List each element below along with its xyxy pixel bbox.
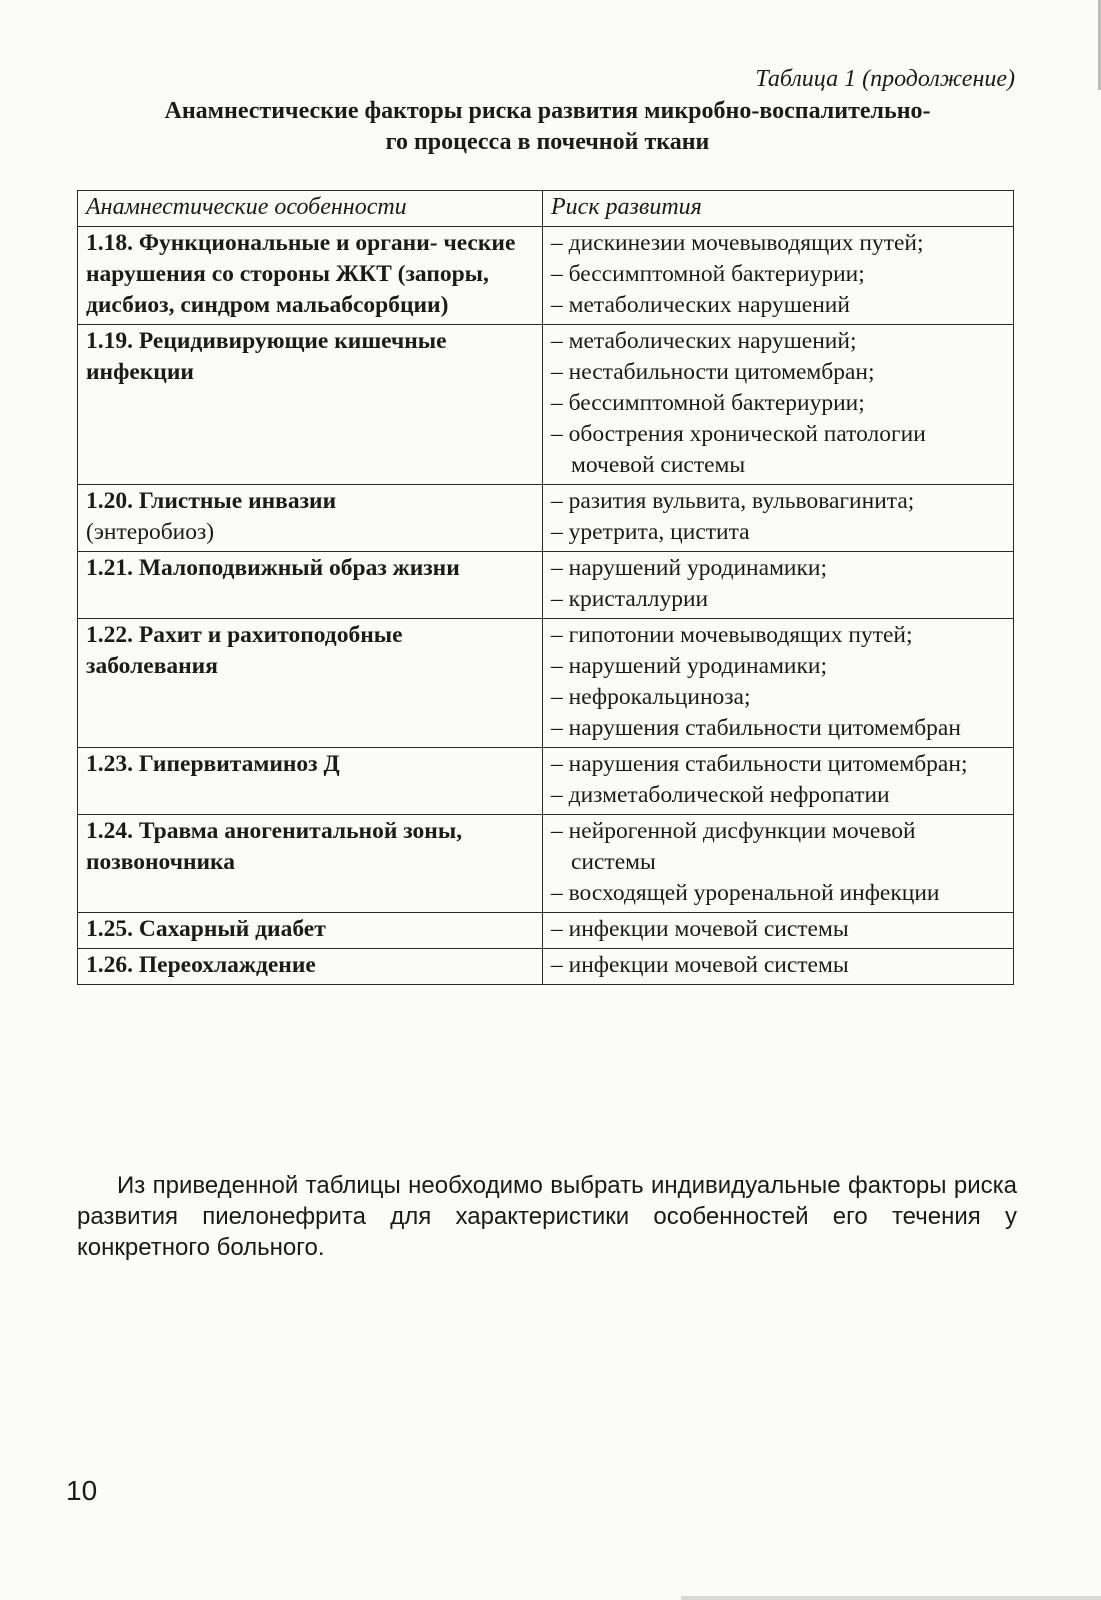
risk-item: – нейрогенной дисфункции мочевой системы (551, 816, 1005, 878)
risk-list (551, 950, 1005, 981)
factor-title (86, 818, 462, 875)
factor-cell (78, 815, 543, 913)
risk-cell (543, 748, 1014, 815)
risk-item: – нарушений уродинамики; (551, 651, 1005, 682)
factor-name: Малоподвижный образ жизни (138, 555, 460, 581)
risk-factors-table (77, 190, 1014, 985)
factor-number: 1.21. (86, 555, 133, 581)
table-row (78, 748, 1014, 815)
risk-list (551, 816, 1005, 909)
risk-item: – бессимптомной бактериурии; (551, 388, 1005, 419)
table-row (78, 227, 1014, 325)
risk-item: – уретрита, цистита (551, 517, 1005, 548)
factor-detail: (энтеробиоз) (86, 519, 215, 545)
risk-item: – бессимптомной бактериурии; (551, 259, 1005, 290)
table-title (80, 96, 1015, 158)
table-row (78, 485, 1014, 552)
table-title-line-2: го процесса в почечной ткани (385, 129, 710, 155)
risk-item: – нарушения стабильности цитомембран; (551, 749, 1005, 780)
risk-item: – обострения хронической патологии мочевой системы (551, 419, 1005, 481)
table-row (78, 325, 1014, 485)
risk-list (551, 326, 1005, 481)
risk-item: – дизметаболической нефропатии (551, 780, 1005, 811)
risk-list (551, 749, 1005, 811)
risk-cell (543, 619, 1014, 748)
risk-item: – метаболических нарушений; (551, 326, 1005, 357)
factor-name: Переохлаждение (138, 952, 316, 978)
factor-number: 1.20. (86, 488, 133, 514)
factor-name: Функциональные и органи- ческие нарушения со стороны ЖКТ (запоры, дисбиоз, синдром мальабсорбции) (86, 230, 516, 318)
column-header-features: Анамнестические особенности (78, 191, 543, 227)
table-row (78, 619, 1014, 748)
scan-edge-shadow-bottom (681, 1596, 1101, 1600)
factor-number: 1.26. (86, 952, 133, 978)
factor-title (86, 622, 403, 679)
page-number: 10 (66, 1475, 98, 1506)
risk-item: – нарушения стабильности цитомембран (551, 713, 1005, 744)
risk-list (551, 228, 1005, 321)
factor-cell (78, 748, 543, 815)
risk-list (551, 553, 1005, 615)
risk-cell (543, 325, 1014, 485)
risk-item: – нестабильности цитомембран; (551, 357, 1005, 388)
table-row (78, 815, 1014, 913)
table-title-line-1: Анамнестические факторы риска развития микробно-воспалительно- (164, 98, 931, 124)
table-row (78, 913, 1014, 949)
risk-list (551, 620, 1005, 744)
factor-title (86, 230, 515, 318)
factor-name: Травма аногенитальной зоны, позвоночника (86, 818, 463, 875)
risk-item: – нефрокальциноза; (551, 682, 1005, 713)
table-row (78, 949, 1014, 985)
risk-list (551, 486, 1005, 548)
factor-cell (78, 552, 543, 619)
factor-title (86, 488, 336, 514)
risk-list (551, 914, 1005, 945)
risk-cell (543, 227, 1014, 325)
factor-number: 1.23. (86, 751, 133, 777)
risk-cell (543, 815, 1014, 913)
factor-number: 1.25. (86, 916, 133, 942)
table-header-row (78, 191, 1014, 227)
factor-cell (78, 913, 543, 949)
factor-cell (78, 325, 543, 485)
risk-cell (543, 552, 1014, 619)
risk-cell (543, 485, 1014, 552)
factor-name: Глистные инвазии (138, 488, 337, 514)
factor-name: Рецидивирующие кишечные инфекции (86, 328, 447, 385)
risk-item: – инфекции мочевой системы (551, 950, 1005, 981)
factor-number: 1.18. (86, 230, 133, 256)
risk-cell (543, 949, 1014, 985)
factor-name: Рахит и рахитоподобные заболевания (86, 622, 403, 679)
column-header-risk: Риск развития (543, 191, 1014, 227)
risk-cell (543, 913, 1014, 949)
risk-item: – кристаллурии (551, 584, 1005, 615)
risk-item: – восходящей уроренальной инфекции (551, 878, 1005, 909)
factor-title (86, 328, 447, 385)
factor-name: Сахарный диабет (138, 916, 326, 942)
factor-title (86, 916, 326, 942)
risk-item: – дискинезии мочевыводящих путей; (551, 228, 1005, 259)
factor-cell (78, 949, 543, 985)
risk-item: – разития вульвита, вульвовагинита; (551, 486, 1005, 517)
table-row (78, 552, 1014, 619)
factor-title (86, 751, 340, 777)
factor-number: 1.24. (86, 818, 133, 844)
risk-item: – гипотонии мочевыводящих путей; (551, 620, 1005, 651)
table-body (78, 227, 1014, 985)
table-continuation-label: Таблица 1 (продолжение) (755, 66, 1015, 92)
factor-name: Гипервитаминоз Д (138, 751, 340, 777)
factor-cell (78, 485, 543, 552)
factor-number: 1.19. (86, 328, 133, 354)
risk-item: – нарушений уродинамики; (551, 553, 1005, 584)
factor-title (86, 952, 316, 978)
factor-cell (78, 227, 543, 325)
body-paragraph: Из приведенной таблицы необходимо выбрать индивидуальные факторы риска развития пиелонефрита для характеристики особенностей его течения у конкретного больного. (77, 1172, 1017, 1261)
factor-cell (78, 619, 543, 748)
factor-title (86, 555, 460, 581)
factor-number: 1.22. (86, 622, 133, 648)
risk-item: – метаболических нарушений (551, 290, 1005, 321)
risk-item: – инфекции мочевой системы (551, 914, 1005, 945)
